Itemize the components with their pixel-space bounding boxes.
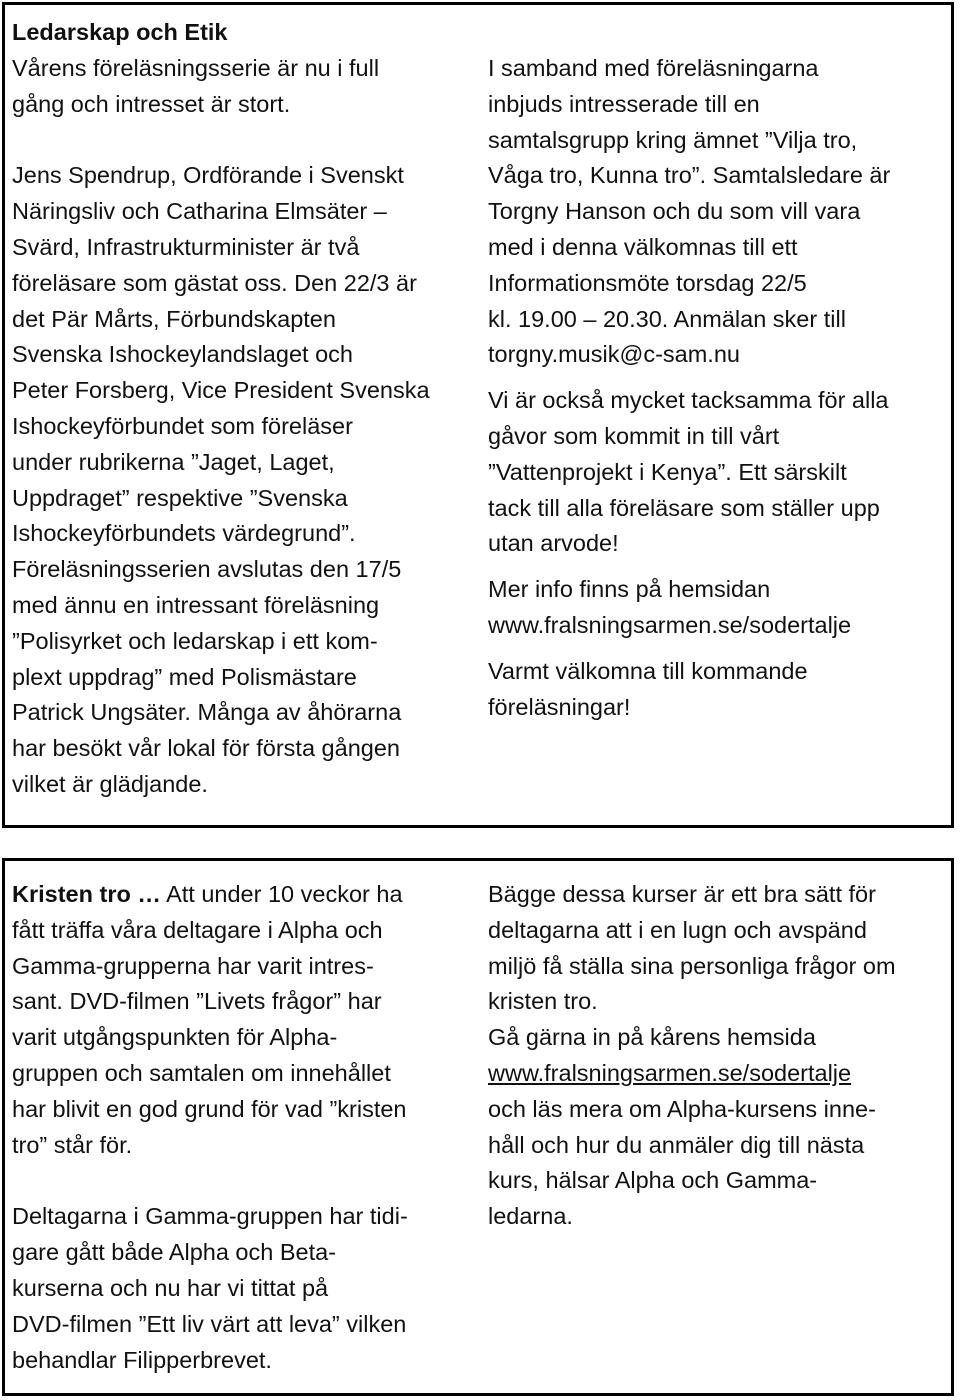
article-kristen-tro-right-column (488, 877, 950, 1235)
paragraph: Vi är också mycket tacksamma för alla gåvor som kommit in till vårt ”Vattenprojekt i Kenya”. Ett särskilt tack till alla föreläsare som ställer upp utan arvode! (488, 387, 889, 557)
paragraph: Vårens föreläsningsserie är nu i full gång och intresset är stort. (12, 54, 380, 117)
paragraph: I samband med föreläsningarna inbjuds intresserade till en samtalsgrupp kring ämnet ”Vilja tro, Våga tro, Kunna tro”. Samtalsledare är Torgny Hanson och du som vill vara med i denna välkomnas till ett Informationsmöte torsdag 22/5 kl. 19.00 – 20.30. Anmälan sker till (488, 55, 891, 332)
paragraph: Deltagarna i Gamma-gruppen har tidi- gare gått både Alpha och Beta- kurserna och nu har vi tittat på DVD-filmen ”Ett liv värt att leva” vilken behandlar Filipperbrevet. (12, 1203, 408, 1373)
article-heading: Kristen tro … (12, 881, 161, 907)
paragraph: Varmt välkomna till kommande föreläsningar! (488, 657, 808, 720)
article-ledarskap-left-column (12, 15, 474, 803)
article-heading: Ledarskap och Etik (12, 19, 228, 45)
website-link[interactable]: www.fralsningsarmen.se/sodertalje (488, 1059, 852, 1086)
article-kristen-tro (2, 858, 954, 1396)
article-kristen-tro-left-column (12, 877, 474, 1378)
paragraph: Jens Spendrup, Ordförande i Svenskt Näringsliv och Catharina Elmsäter – Svärd, Infrastrukturminister är två föreläsare som gästat oss. Den 22/3 är det Pär Mårts, Förbundskapten Svenska Ishockeylandslaget och Peter Forsberg, Vice President Svenska Ishockeyförbundet som föreläser under rubrikerna ”Jaget, Laget, Uppdraget” respektive ”Svenska Ishockeyförbundets värdegrund”. Föreläsningsserien avslutas den 17/5 med ännu en intressant föreläsning ”Polisyrket och ledarskap i ett kom- plext uppdrag” med Polismästare Patrick Ungsäter. Många av åhörarna har besökt vår lokal för första gången vilket är glädjande. (12, 162, 430, 797)
article-ledarskap (2, 2, 954, 828)
article-ledarskap-right-column (488, 51, 950, 725)
paragraph: Bägge dessa kurser är ett bra sätt för deltagarna att i en lugn och avspänd miljö få ställa sina personliga frågor om kristen tro. Gå gärna in på kårens hemsida (488, 881, 896, 1051)
paragraph: och läs mera om Alpha-kursens inne- håll och hur du anmäler dig till nästa kurs, hälsar Alpha och Gamma- ledarna. (488, 1095, 876, 1230)
paragraph-text: Att under 10 veckor ha fått träffa våra deltagare i Alpha och Gamma-grupperna har varit intres- sant. DVD-filmen ”Livets frågor” har varit utgångspunkten för Alpha- gruppen och samtalen om innehållet har blivit en god grund för vad ”kristen tro” står för. (12, 881, 407, 1158)
paragraph (12, 877, 474, 1163)
email-link[interactable]: torgny.musik@c-sam.nu (488, 341, 740, 368)
website-info: Mer info finns på hemsidan www.fralsningsarmen.se/sodertalje (488, 576, 852, 638)
